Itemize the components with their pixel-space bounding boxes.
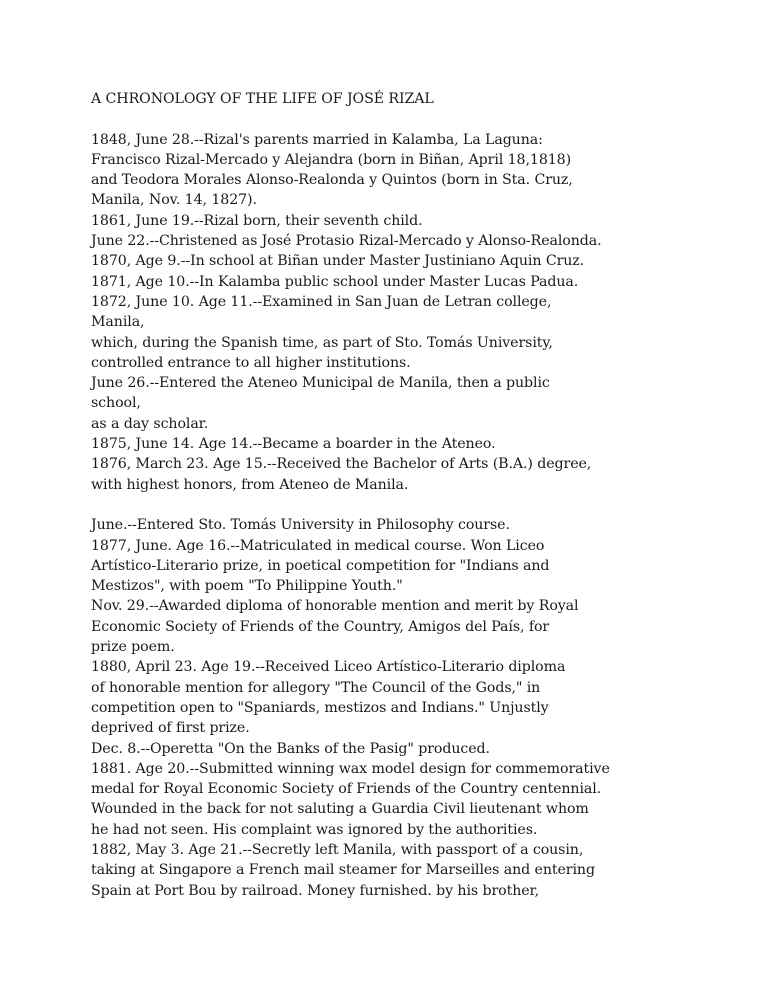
- text-line: Wounded in the back for not saluting a Guardia Civil lieutenant whom: [91, 801, 589, 818]
- text-line: Economic Society of Friends of the Country, Amigos del País, for: [91, 618, 550, 635]
- text-line: school,: [91, 395, 141, 412]
- document-page: [91, 89, 731, 901]
- text-line: Artístico-Literario prize, in poetical competition for "Indians and: [91, 557, 550, 574]
- blank-line: [91, 109, 731, 129]
- text-line: and Teodora Morales Alonso-Realonda y Quintos (born in Sta. Cruz,: [91, 172, 573, 189]
- text-line: June 26.--Entered the Ateneo Municipal de Manila, then a public: [91, 375, 550, 392]
- text-line: prize poem.: [91, 639, 175, 656]
- document-body: [91, 109, 731, 901]
- text-line: Mestizos", with poem "To Philippine Youth.": [91, 578, 403, 595]
- text-line: with highest honors, from Ateneo de Manila.: [91, 476, 409, 493]
- text-line: Spain at Port Bou by railroad. Money furnished. by his brother,: [91, 882, 540, 899]
- text-line: he had not seen. His complaint was ignored by the authorities.: [91, 821, 538, 838]
- text-line: Dec. 8.--Operetta "On the Banks of the Pasig" produced.: [91, 740, 490, 757]
- text-line: as a day scholar.: [91, 415, 209, 432]
- text-line: 1872, June 10. Age 11.--Examined in San Juan de Letran college,: [91, 293, 552, 310]
- text-line: June.--Entered Sto. Tomás University in Philosophy course.: [91, 517, 510, 534]
- text-line: June 22.--Christened as José Protasio Rizal-Mercado y Alonso-Realonda.: [91, 233, 602, 250]
- text-line: which, during the Spanish time, as part of Sto. Tomás University,: [91, 334, 553, 351]
- text-line: deprived of first prize.: [91, 720, 250, 737]
- text-line: controlled entrance to all higher institutions.: [91, 354, 411, 371]
- text-line: 1871, Age 10.--In Kalamba public school under Master Lucas Padua.: [91, 273, 579, 290]
- blank-line: [91, 495, 731, 515]
- text-line: of honorable mention for allegory "The Council of the Gods," in: [91, 679, 541, 696]
- text-line: 1877, June. Age 16.--Matriculated in medical course. Won Liceo: [91, 537, 545, 554]
- text-line: Manila,: [91, 314, 145, 331]
- text-line: Francisco Rizal-Mercado y Alejandra (born in Biñan, April 18,1818): [91, 151, 572, 168]
- document-title: A CHRONOLOGY OF THE LIFE OF JOSÉ RIZAL: [91, 91, 434, 107]
- text-line: 1875, June 14. Age 14.--Became a boarder in the Ateneo.: [91, 436, 496, 453]
- text-line: 1876, March 23. Age 15.--Received the Bachelor of Arts (B.A.) degree,: [91, 456, 592, 473]
- text-line: 1870, Age 9.--In school at Biñan under Master Justiniano Aquin Cruz.: [91, 253, 585, 270]
- text-line: 1880, April 23. Age 19.--Received Liceo Artístico-Literario diploma: [91, 659, 566, 676]
- text-line: Manila, Nov. 14, 1827).: [91, 192, 257, 209]
- text-line: competition open to "Spaniards, mestizos and Indians." Unjustly: [91, 699, 549, 716]
- text-line: taking at Singapore a French mail steamer for Marseilles and entering: [91, 862, 595, 879]
- text-line: 1861, June 19.--Rizal born, their seventh child.: [91, 212, 423, 229]
- text-line: 1881. Age 20.--Submitted winning wax model design for commemorative: [91, 760, 610, 777]
- text-line: 1882, May 3. Age 21.--Secretly left Manila, with passport of a cousin,: [91, 841, 584, 858]
- text-line: medal for Royal Economic Society of Friends of the Country centennial.: [91, 781, 602, 798]
- text-line: Nov. 29.--Awarded diploma of honorable mention and merit by Royal: [91, 598, 579, 615]
- text-line: 1848, June 28.--Rizal's parents married in Kalamba, La Laguna:: [91, 131, 543, 148]
